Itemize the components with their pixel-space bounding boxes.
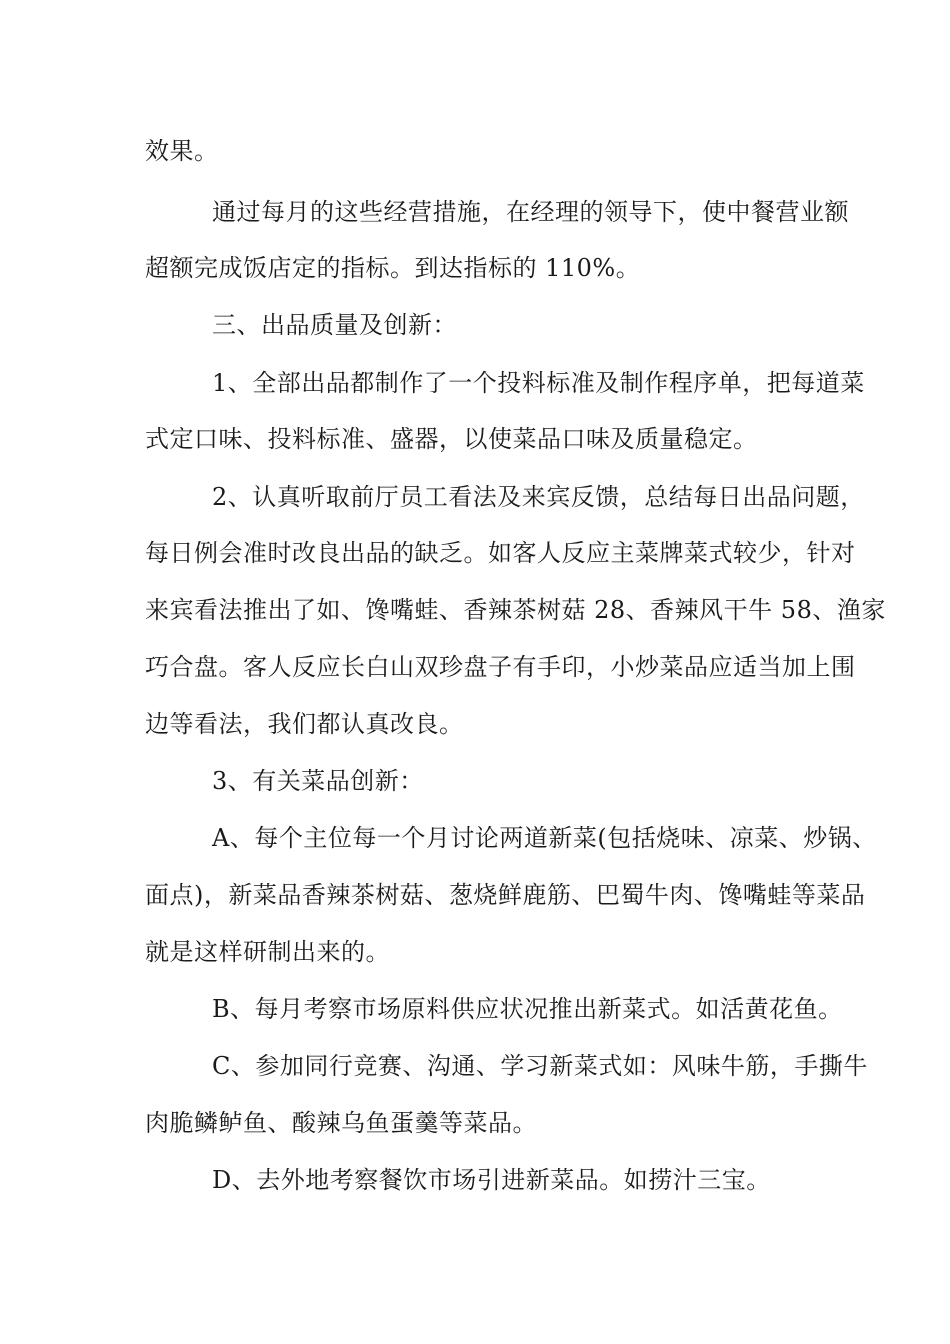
section-heading: 三、出品质量及创新：: [212, 311, 457, 339]
text-line: A、每个主位每一个月讨论两道新菜(包括烧味、凉菜、炒锅、: [212, 824, 877, 852]
text-line: C、参加同行竞赛、沟通、学习新菜式如：风味牛筋，手撕牛: [212, 1052, 868, 1080]
text-line: 效果。: [145, 137, 219, 165]
text-line: B、每月考察市场原料供应状况推出新菜式。如活黄花鱼。: [212, 995, 843, 1023]
text-line: D、去外地考察餐饮市场引进新菜品。如捞汁三宝。: [212, 1166, 771, 1194]
text-line: 3、有关菜品创新：: [212, 767, 424, 795]
text-line: 就是这样研制出来的。: [145, 938, 390, 966]
text-line: 式定口味、投料标准、盛器，以使菜品口味及质量稳定。: [145, 425, 758, 453]
text-line: 面点)，新菜品香辣茶树菇、葱烧鲜鹿筋、巴蜀牛肉、馋嘴蛙等菜品: [145, 881, 866, 909]
text-line: 来宾看法推出了如、馋嘴蛙、香辣茶树菇 28、香辣风干牛 58、渔家: [145, 596, 886, 624]
text-line: 肉脆鳞鲈鱼、酸辣乌鱼蛋羹等菜品。: [145, 1109, 537, 1137]
text-line: 2、认真听取前厅员工看法及来宾反馈，总结每日出品问题，: [212, 483, 865, 511]
text-line: 巧合盘。客人反应长白山双珍盘子有手印，小炒菜品应适当加上围: [145, 653, 856, 681]
text-line: 超额完成饭店定的指标。到达指标的 110%。: [145, 254, 641, 282]
text-line: 通过每月的这些经营措施，在经理的领导下，使中餐营业额: [212, 198, 849, 226]
text-line: 边等看法，我们都认真改良。: [145, 710, 464, 738]
text-line: 每日例会准时改良出品的缺乏。如客人反应主菜牌菜式较少，针对: [145, 539, 856, 567]
text-line: 1、全部出品都制作了一个投料标准及制作程序单，把每道菜: [212, 369, 865, 397]
